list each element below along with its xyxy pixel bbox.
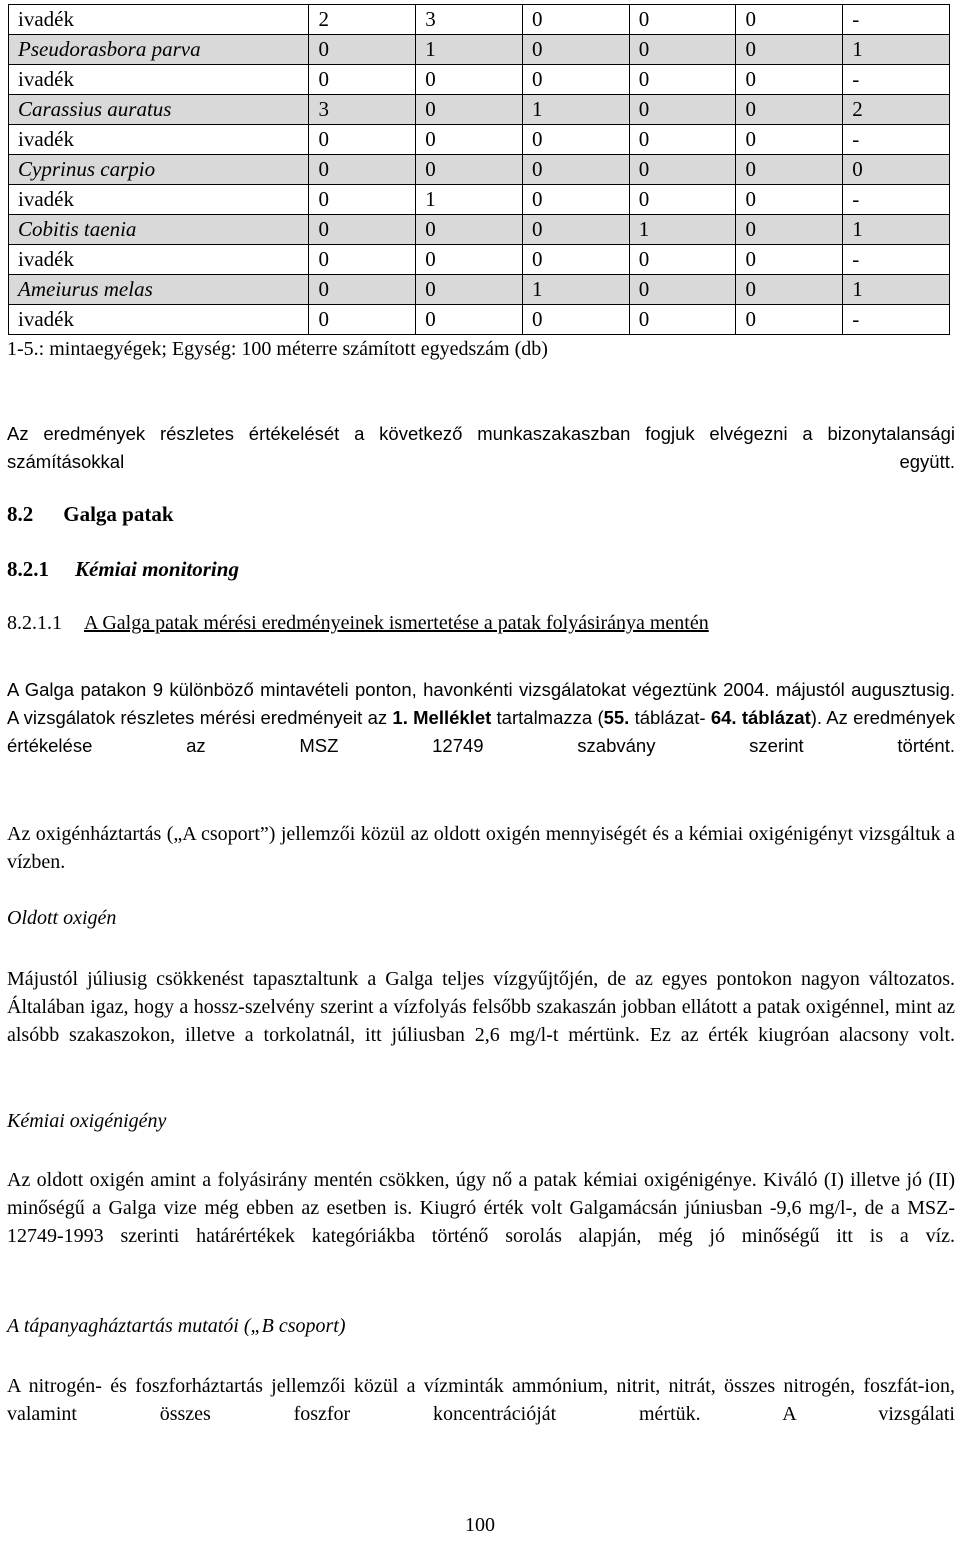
section-number: 8.2 xyxy=(7,502,34,526)
table-row xyxy=(9,5,950,35)
table-cell-value: - xyxy=(843,305,950,335)
table-row xyxy=(9,215,950,245)
table-cell-value: 0 xyxy=(629,95,736,125)
table-cell-value: - xyxy=(843,185,950,215)
table-cell-taxon: Cyprinus carpio xyxy=(9,155,309,185)
table-cell-value: 2 xyxy=(309,5,416,35)
paragraph-sampling xyxy=(7,676,955,788)
table-cell-value: 3 xyxy=(309,95,416,125)
table-cell-value: - xyxy=(843,5,950,35)
table-cell-value: 0 xyxy=(416,65,523,95)
page-number: 100 xyxy=(465,1514,495,1536)
table-cell-value: 0 xyxy=(416,275,523,305)
table-cell-taxon: Cobitis taenia xyxy=(9,215,309,245)
table-row xyxy=(9,185,950,215)
table-cell-value: 0 xyxy=(736,155,843,185)
para1-bold-table-end: 64. táblázat xyxy=(710,707,811,728)
table-cell-taxon: Ameiurus melas xyxy=(9,275,309,305)
table-cell-value: 0 xyxy=(736,275,843,305)
table-cell-value: 0 xyxy=(522,125,629,155)
table-cell-value: 0 xyxy=(522,185,629,215)
table-cell-value: 0 xyxy=(843,155,950,185)
table-cell-value: 0 xyxy=(629,5,736,35)
table-cell-value: 1 xyxy=(843,35,950,65)
table-cell-value: 0 xyxy=(416,155,523,185)
subsubsection-title: A Galga patak mérési eredményeinek ismertetése a patak folyásiránya mentén xyxy=(84,612,709,634)
table-cell-value: 0 xyxy=(522,5,629,35)
table-cell-value: - xyxy=(843,65,950,95)
table-cell-value: 0 xyxy=(416,95,523,125)
table-cell-value: 0 xyxy=(522,305,629,335)
subsubsection-number: 8.2.1.1 xyxy=(7,612,62,634)
table-cell-value: 0 xyxy=(736,125,843,155)
table-cell-value: 0 xyxy=(629,35,736,65)
table-cell-value: 3 xyxy=(416,5,523,35)
para1-bold-annex: 1. Melléklet xyxy=(392,707,492,728)
table-cell-value: 0 xyxy=(629,155,736,185)
table-cell-value: 1 xyxy=(843,215,950,245)
table-cell-value: 0 xyxy=(522,65,629,95)
table-cell-value: 0 xyxy=(736,95,843,125)
table-row xyxy=(9,245,950,275)
subheading-cod: Kémiai oxigénigény xyxy=(7,1110,167,1132)
table-cell-value: 2 xyxy=(843,95,950,125)
para1-text-4: ). Az eredmények értékelése az MSZ 12749 szabvány szerint történt. xyxy=(7,707,955,756)
table-row xyxy=(9,125,950,155)
table-row xyxy=(9,305,950,335)
table-cell-value: 0 xyxy=(416,245,523,275)
subheading-dissolved-oxygen: Oldott oxigén xyxy=(7,907,117,929)
table-cell-value: 0 xyxy=(629,305,736,335)
subsection-heading xyxy=(7,557,239,582)
table-cell-value: 0 xyxy=(736,35,843,65)
table-cell-value: 0 xyxy=(629,185,736,215)
table-cell-value: 0 xyxy=(522,155,629,185)
paragraph-dissolved-oxygen: Májustól júliusig csökkenést tapasztaltunk a Galga teljes vízgyűjtőjén, de az egyes pontokon nagyon változatos. Általában igaz, hogy a hossz-szelvény szerint a vízfolyás felsőbb szakaszán jobban ellátott a patak oxigénnel, mint az alsóbb szakaszokon, illetve a torkolatnál, itt júliusban 2,6 mg/l-t mértünk. Ez az érték kiugróan alacsony volt. xyxy=(7,968,955,1046)
table-cell-value: 0 xyxy=(736,65,843,95)
table-cell-value: 1 xyxy=(522,95,629,125)
intro-paragraph: Az eredmények részletes értékelését a következő munkaszakaszban fogjuk elvégezni a bizonytalansági számításokkal együtt. xyxy=(7,423,955,472)
table-cell-value: 1 xyxy=(843,275,950,305)
table-cell-value: 0 xyxy=(736,305,843,335)
table-cell-value: 0 xyxy=(629,245,736,275)
table-cell-taxon: ivadék xyxy=(9,245,309,275)
table-cell-taxon: ivadék xyxy=(9,305,309,335)
table-cell-value: 0 xyxy=(736,185,843,215)
table-cell-value: 0 xyxy=(309,35,416,65)
table-cell-value: 0 xyxy=(309,245,416,275)
para1-text-2: tartalmazza ( xyxy=(491,707,604,728)
table-cell-value: 0 xyxy=(736,5,843,35)
table-cell-value: 1 xyxy=(416,35,523,65)
table-cell-value: 0 xyxy=(416,125,523,155)
paragraph-cod: Az oldott oxigén amint a folyásirány mentén csökken, úgy nő a patak kémiai oxigénigénye. Kiváló (I) illetve jó (II) minőségű a Galga vize még ebben az esetben is. Kiugró érték volt Galgamácsán júniusban -9,6 mg/l-, de a MSZ-12749-1993 szerinti határértékek kategóriákba történő sorolás alapján, még jó minőségű itt is a víz. xyxy=(7,1169,955,1247)
table-row xyxy=(9,155,950,185)
table-cell-value: 0 xyxy=(416,215,523,245)
table-cell-value: 0 xyxy=(309,125,416,155)
table-cell-value: 1 xyxy=(522,275,629,305)
paragraph-oxygen-intro: Az oxigénháztartás („A csoport”) jellemzői közül az oldott oxigén mennyiségét és a kémiai oxigénigényt vizsgáltuk a vízben. xyxy=(7,823,955,873)
table-cell-value: 0 xyxy=(309,275,416,305)
fish-count-table xyxy=(8,4,950,335)
table-cell-value: 0 xyxy=(629,65,736,95)
table-cell-value: 0 xyxy=(309,65,416,95)
table-cell-value: 0 xyxy=(416,305,523,335)
table-cell-value: 0 xyxy=(309,155,416,185)
table-cell-value: 0 xyxy=(522,35,629,65)
table-caption: 1-5.: mintaegyégek; Egység: 100 méterre számított egyedszám (db) xyxy=(7,338,548,360)
table-row xyxy=(9,275,950,305)
table-cell-taxon: ivadék xyxy=(9,185,309,215)
subsubsection-heading xyxy=(7,612,709,635)
para1-text-1: A Galga patakon 9 különböző mintavételi ponton, havonkénti vizsgálatokat végeztünk 2004. májustól augusztusig. A vizsgálatok részletes mérési eredményeit az xyxy=(7,679,955,728)
table-cell-value: 0 xyxy=(309,215,416,245)
table-cell-value: 0 xyxy=(522,245,629,275)
table-cell-taxon: ivadék xyxy=(9,125,309,155)
subsection-number: 8.2.1 xyxy=(7,557,49,581)
table-cell-value: 1 xyxy=(629,215,736,245)
subsection-title: Kémiai monitoring xyxy=(75,557,239,581)
table-cell-value: 0 xyxy=(629,275,736,305)
table-cell-value: - xyxy=(843,245,950,275)
table-cell-value: - xyxy=(843,125,950,155)
table-cell-taxon: ivadék xyxy=(9,5,309,35)
table-row xyxy=(9,35,950,65)
subheading-nutrients: A tápanyagháztartás mutatói („B csoport) xyxy=(7,1315,346,1337)
table-cell-taxon: ivadék xyxy=(9,65,309,95)
table-row xyxy=(9,95,950,125)
para1-bold-table-start: 55. xyxy=(603,707,630,728)
table-cell-value: 1 xyxy=(416,185,523,215)
paragraph-nutrients: A nitrogén- és foszforháztartás jellemzői közül a vízminták ammónium, nitrit, nitrát, összes nitrogén, foszfát-ion, valamint összes foszfor koncentrációját mértük. A vizsgálati xyxy=(7,1375,955,1425)
section-heading xyxy=(7,502,174,527)
table-cell-value: 0 xyxy=(309,185,416,215)
table-cell-value: 0 xyxy=(522,215,629,245)
table-cell-taxon: Pseudorasbora parva xyxy=(9,35,309,65)
table-row xyxy=(9,65,950,95)
para1-text-3: táblázat- xyxy=(629,707,711,728)
table-cell-value: 0 xyxy=(736,215,843,245)
section-title: Galga patak xyxy=(63,502,174,526)
table-cell-taxon: Carassius auratus xyxy=(9,95,309,125)
table-cell-value: 0 xyxy=(309,305,416,335)
table-cell-value: 0 xyxy=(736,245,843,275)
table-cell-value: 0 xyxy=(629,125,736,155)
